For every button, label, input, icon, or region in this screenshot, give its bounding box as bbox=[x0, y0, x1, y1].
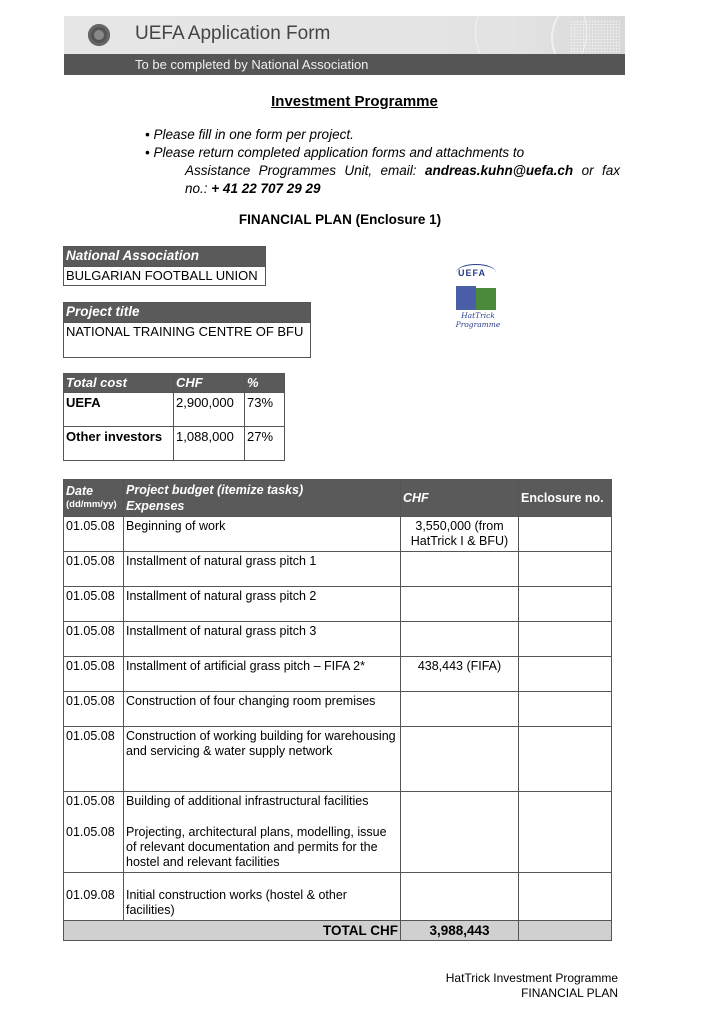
date-column-header: Date (dd/mm/yy) bbox=[64, 480, 124, 517]
row-enclosure[interactable] bbox=[519, 792, 612, 873]
funder-label: UEFA bbox=[64, 393, 174, 427]
row-enclosure[interactable] bbox=[519, 587, 612, 622]
row-enclosure[interactable] bbox=[519, 517, 612, 552]
row-chf[interactable] bbox=[401, 692, 519, 727]
row-enclosure[interactable] bbox=[519, 873, 612, 921]
table-row bbox=[64, 792, 612, 873]
footer-programme: HatTrick Investment Programme bbox=[445, 971, 618, 985]
row-chf[interactable] bbox=[401, 552, 519, 587]
table-row bbox=[64, 552, 612, 587]
table-row bbox=[64, 517, 612, 552]
table-row bbox=[64, 873, 612, 921]
logo-blue-hand-icon bbox=[456, 286, 476, 310]
field-label: National Association bbox=[64, 247, 265, 267]
row-task: Installment of natural grass pitch 3 bbox=[124, 622, 401, 657]
table-header-row bbox=[64, 374, 285, 393]
hattrick-programme-logo bbox=[452, 264, 507, 334]
column-header: % bbox=[245, 374, 285, 393]
total-enclosure bbox=[519, 921, 612, 941]
budget-table bbox=[63, 479, 612, 941]
form-subtitle: To be completed by National Association bbox=[135, 57, 369, 72]
page-footer bbox=[446, 971, 618, 1001]
row-enclosure[interactable] bbox=[519, 727, 612, 792]
row-task: Installment of artificial grass pitch – FIFA 2* bbox=[124, 657, 401, 692]
row-date: 01.05.08 bbox=[64, 657, 124, 692]
row-date: 01.09.08 bbox=[64, 873, 124, 921]
row-chf[interactable]: 3,550,000 (from HatTrick I & BFU) bbox=[401, 517, 519, 552]
column-header: Total cost bbox=[64, 374, 174, 393]
logo-caption: HatTrick Programme bbox=[455, 311, 501, 329]
contact-line: Assistance Programmes Unit, email: andreas.kuhn@uefa.ch or fax bbox=[185, 163, 620, 178]
row-date: 01.05.08 bbox=[64, 587, 124, 622]
national-association-value[interactable]: BULGARIAN FOOTBALL UNION bbox=[66, 268, 258, 283]
table-row bbox=[64, 657, 612, 692]
form-title: UEFA Application Form bbox=[135, 23, 331, 44]
row-date: 01.05.08 bbox=[64, 692, 124, 727]
row-date: 01.05.08 bbox=[64, 727, 124, 792]
funder-pct[interactable]: 73% bbox=[245, 393, 285, 427]
table-row bbox=[64, 622, 612, 657]
section-title: FINANCIAL PLAN (Enclosure 1) bbox=[238, 212, 442, 227]
document-title: Investment Programme bbox=[271, 93, 438, 110]
row-task: Installment of natural grass pitch 1 bbox=[124, 552, 401, 587]
field-label: Project title bbox=[64, 303, 310, 323]
contact-email-link[interactable]: andreas.kuhn@uefa.ch bbox=[424, 163, 574, 178]
header-subtitle-bar bbox=[64, 54, 625, 75]
form-header bbox=[64, 16, 625, 75]
row-enclosure[interactable] bbox=[519, 657, 612, 692]
row-date: 01.05.08 01.05.08 bbox=[64, 792, 124, 873]
uefa-logo-icon bbox=[88, 24, 110, 46]
row-task: Installment of natural grass pitch 2 bbox=[124, 587, 401, 622]
logo-green-hand-icon bbox=[476, 288, 496, 310]
project-title-value[interactable]: NATIONAL TRAINING CENTRE OF BFU bbox=[66, 324, 304, 339]
fax-number: + 41 22 707 29 29 bbox=[211, 181, 321, 196]
row-task: Construction of four changing room premises bbox=[124, 692, 401, 727]
funder-label: Other investors bbox=[64, 427, 174, 461]
row-task: Building of additional infrastructural facilities Projecting, architectural plans, modelling, issue of relevant documentation and permits for the hostel and relevant facilities bbox=[124, 792, 401, 873]
funder-chf[interactable]: 2,900,000 bbox=[174, 393, 245, 427]
chf-column-header: CHF bbox=[401, 480, 519, 517]
table-header-row bbox=[64, 480, 612, 517]
row-chf[interactable] bbox=[401, 727, 519, 792]
funder-chf[interactable]: 1,088,000 bbox=[174, 427, 245, 461]
row-task: Initial construction works (hostel & other facilities) bbox=[124, 873, 401, 921]
column-header: CHF bbox=[174, 374, 245, 393]
row-chf[interactable] bbox=[401, 622, 519, 657]
footer-section: FINANCIAL PLAN bbox=[521, 986, 618, 1000]
logo-uefa-text: UEFA bbox=[458, 268, 487, 278]
row-date: 01.05.08 bbox=[64, 517, 124, 552]
row-enclosure[interactable] bbox=[519, 552, 612, 587]
row-date: 01.05.08 bbox=[64, 552, 124, 587]
row-chf[interactable] bbox=[401, 587, 519, 622]
row-task: Construction of working building for warehousing and servicing & water supply network bbox=[124, 727, 401, 792]
row-enclosure[interactable] bbox=[519, 692, 612, 727]
table-row bbox=[64, 587, 612, 622]
table-row bbox=[64, 692, 612, 727]
enclosure-column-header: Enclosure no. bbox=[519, 480, 612, 517]
funder-pct[interactable]: 27% bbox=[245, 427, 285, 461]
europe-map-dots bbox=[570, 20, 620, 52]
national-association-field bbox=[63, 246, 266, 286]
instruction-item: • Please return completed application forms and attachments to bbox=[145, 145, 525, 160]
table-row bbox=[64, 427, 285, 461]
instruction-item: • Please fill in one form per project. bbox=[145, 127, 354, 142]
instructions bbox=[145, 126, 620, 198]
fax-line: no.: + 41 22 707 29 29 bbox=[185, 181, 321, 196]
total-value: 3,988,443 bbox=[401, 921, 519, 941]
table-row bbox=[64, 393, 285, 427]
total-label: TOTAL CHF bbox=[64, 921, 401, 941]
row-chf[interactable] bbox=[401, 873, 519, 921]
row-chf[interactable]: 438,443 (FIFA) bbox=[401, 657, 519, 692]
row-chf[interactable] bbox=[401, 792, 519, 873]
table-row bbox=[64, 727, 612, 792]
header-top-band bbox=[64, 16, 625, 54]
row-task: Beginning of work bbox=[124, 517, 401, 552]
project-title-field bbox=[63, 302, 311, 358]
task-column-header: Project budget (itemize tasks) Expenses bbox=[124, 480, 401, 517]
total-row bbox=[64, 921, 612, 941]
row-enclosure[interactable] bbox=[519, 622, 612, 657]
row-date: 01.05.08 bbox=[64, 622, 124, 657]
total-cost-table bbox=[63, 373, 285, 461]
